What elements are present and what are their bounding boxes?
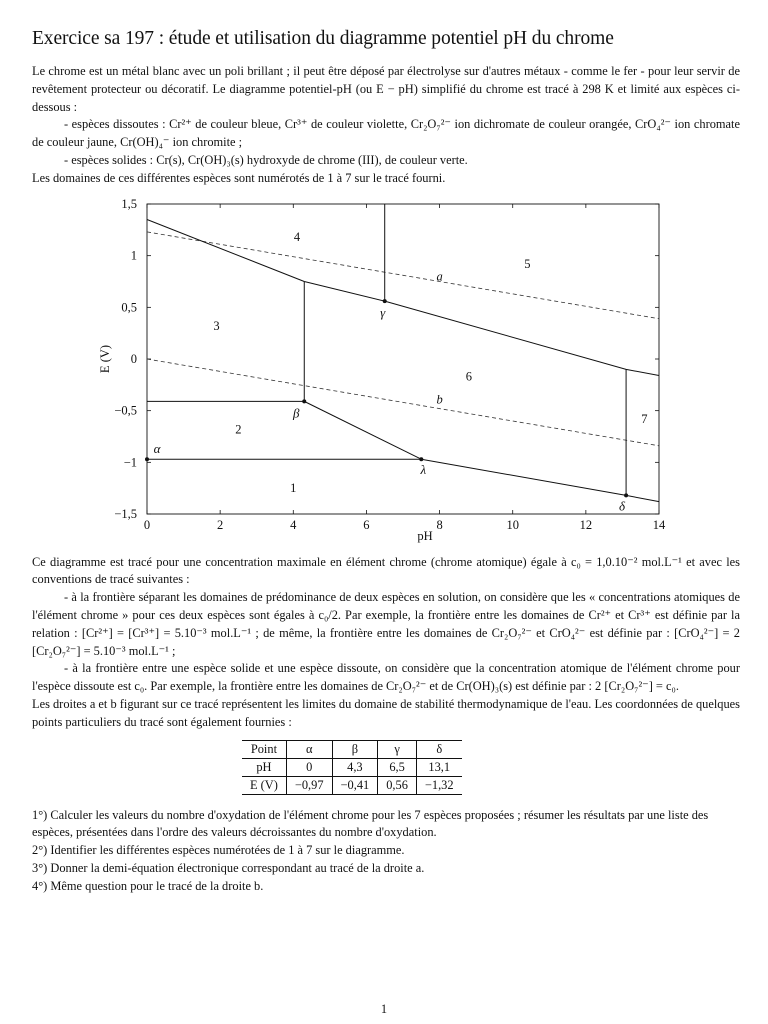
domains-paragraph: Les domaines de ces différentes espèces sont numérotés de 1 à 7 sur le tracé fourni. [32,170,446,185]
table-cell: δ [416,740,461,758]
table-row [242,758,462,776]
domain-label-5: 5 [524,256,531,271]
questions-list [32,807,740,896]
boundary-line [147,219,304,281]
point-λ [419,457,423,461]
x-tick-label: 0 [143,517,151,532]
plot-frame [147,204,659,514]
domain-label-7: 7 [641,411,648,426]
table-cell: 4,3 [332,758,378,776]
domain-label-1: 1 [290,480,297,495]
water-line-a [147,231,659,318]
domain-label-4: 4 [293,229,301,244]
exercise-title: Exercice sa 197 : étude et utilisation du diagramme potentiel pH du chrome [32,28,614,49]
y-tick-label: 0,5 [121,299,137,314]
table-cell: pH [256,759,272,774]
diagram-svg [32,194,740,546]
point-label: α [153,440,161,456]
potential-ph-diagram [32,194,740,546]
page-number: 1 [380,1002,388,1016]
y-tick-label: −1,5 [114,506,137,521]
x-axis-label: pH [417,528,433,543]
table-cell: α [286,740,332,758]
y-axis-label: E (V) [98,344,112,373]
table-header-row [242,740,462,758]
dissolved-species-paragraph: - espèces dissoutes : Cr²⁺ de couleur bleue, Cr³⁺ de couleur violette, Cr₂O₇²⁻ ion dichromate de couleur orangée, CrO₄²⁻ ion chromate de couleur jaune, Cr(OH)₄⁻ ion chromite ; [32,117,740,150]
x-tick-label: 10 [506,517,519,532]
x-tick-label: 6 [363,517,370,532]
domain-label-6: 6 [465,369,472,384]
table-cell: −1,32 [416,776,461,794]
line-label-b: b [436,391,443,406]
water-line-b [147,359,659,446]
water-lines-paragraph: Les droites a et b figurant sur ce tracé représentent les limites du domaine de stabilité thermodynamique de l'eau. Les coordonnées de quelques points particuliers du tracé sont également fournies : [32,696,740,729]
table-cell: 6,5 [378,758,417,776]
point-β [302,399,306,403]
x-tick-label: 4 [290,517,297,532]
conventions-paragraph: Ce diagramme est tracé pour une concentration maximale en élément chrome (chrome atomique) égale à c₀ = 1,0.10⁻² mol.L⁻¹ et avec les conventions de tracé suivantes : [32,554,740,587]
point-γ [383,299,387,303]
table-cell: 0 [286,758,332,776]
point-label: δ [619,497,626,513]
point-label: λ [420,461,427,477]
question-4: 4°) Même question pour le tracé de la droite b. [32,878,264,893]
boundary-line [421,459,659,501]
boundary-line [304,401,421,459]
solid-species-paragraph: - espèces solides : Cr(s), Cr(OH)₃(s) hydroxyde de chrome (III), de couleur verte. [64,152,468,167]
intro-paragraph: Le chrome est un métal blanc avec un poli brillant ; il peut être déposé par électrolyse sur d'autres métaux - comme le fer - pour leur servir de revêtement protecteur ou décoratif. Le diagramme potentiel-pH (ou E − pH) simplifié du chrome est tracé à 298 K et limité aux espèces ci-dessous : [32,64,740,114]
x-tick-label: 2 [217,517,224,532]
table-cell: β [332,740,378,758]
x-tick-label: 8 [436,517,443,532]
y-tick-label: 1,5 [121,196,137,211]
points-table [242,740,462,795]
x-tick-label: 14 [652,517,666,532]
point-label: β [293,404,300,420]
dissolved-boundary-paragraph: - à la frontière séparant les domaines de prédominance de deux espèces en solution, on considère que les « concentrations atomiques de l'élément chrome » pour ces deux espèces sont égales à c₀/2. Par exemple, la frontière entre les domaines de Cr²⁺ et Cr³⁺ est définie par la relation : [Cr²⁺] = [Cr³⁺] = 5.10⁻³ mol.L⁻¹ ; de même, la frontière entre les domaines de Cr₂O₇²⁻ et CrO₄²⁻ est définie par : [CrO₄²⁻] = 2 [Cr₂O₇²⁻] = 5.10⁻³ mol.L⁻¹ ; [32,590,740,658]
domain-label-3: 3 [213,318,220,333]
table-cell: 0,56 [378,776,417,794]
y-tick-label: 0 [130,351,137,366]
table-cell: −0,97 [286,776,332,794]
point-label: γ [380,304,386,320]
table-cell: 13,1 [416,758,461,776]
line-label-a: a [436,268,443,283]
point-α [145,457,149,461]
domain-label-2: 2 [235,421,242,436]
point-δ [624,493,628,497]
table-row [242,776,462,794]
table-cell: E (V) [242,776,286,794]
question-1: 1°) Calculer les valeurs du nombre d'oxydation de l'élément chrome pour les 7 espèces proposées ; résumer les résultats par une liste des espèces, présentées dans l'ordre des valeurs décroissantes du nombre d'oxydation. [32,807,709,840]
table-cell: Point [242,740,286,758]
y-tick-label: 1 [130,248,137,263]
document-page [32,28,740,896]
y-tick-label: −0,5 [114,403,137,418]
solid-boundary-paragraph: - à la frontière entre une espèce solide et une espèce dissoute, on considère que la concentration atomique de l'élément chrome pour l'espèce dissoute est c₀. Par exemple, la frontière entre les domaines de Cr₂O₇²⁻ et de Cr(OH)₃(s) est définie par : 2 [Cr₂O₇²⁻] = c₀. [32,661,740,694]
question-3: 3°) Donner la demi-équation électronique correspondant au tracé de la droite a. [32,860,425,875]
y-tick-label: −1 [123,454,137,469]
question-2: 2°) Identifier les différentes espèces numérotées de 1 à 7 sur le diagramme. [32,843,405,858]
x-tick-label: 12 [579,517,593,532]
table-cell: γ [378,740,417,758]
boundary-line [304,281,659,375]
table-cell: −0,41 [332,776,378,794]
